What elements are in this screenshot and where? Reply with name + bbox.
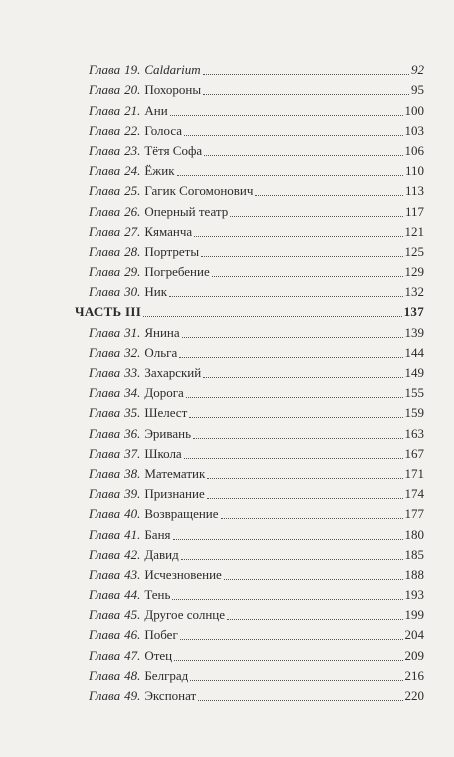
toc-entry [89, 138, 424, 158]
page-number: 193 [404, 587, 424, 603]
dot-leader [181, 559, 403, 560]
chapter-label [89, 486, 205, 501]
chapter-title: Кяманча [144, 223, 193, 239]
dot-leader [143, 316, 402, 317]
chapter-number: 46. [124, 627, 141, 643]
chapter-word: Глава [89, 546, 121, 562]
dot-leader [194, 236, 402, 237]
chapter-number: 25. [124, 183, 141, 199]
chapter-label [89, 527, 171, 542]
page-number: 117 [404, 203, 424, 219]
chapter-label [89, 103, 168, 118]
page-number: 121 [404, 223, 424, 239]
chapter-title: Ани [144, 102, 168, 118]
chapter-number: 19. [124, 62, 141, 78]
chapter-word: Глава [89, 647, 121, 663]
dot-leader [179, 357, 402, 358]
toc-entry [89, 360, 424, 380]
chapter-title: Побег [144, 627, 178, 643]
chapter-title: Баня [144, 526, 171, 542]
chapter-number: 26. [124, 203, 141, 219]
page-number: 174 [404, 486, 424, 502]
dot-leader [184, 458, 403, 459]
toc-entry [89, 198, 424, 218]
dot-leader [189, 417, 402, 418]
page-number: 159 [404, 405, 424, 421]
dot-leader [201, 256, 402, 257]
chapter-number: 41. [124, 526, 141, 542]
chapter-word: Глава [89, 223, 121, 239]
toc-entry [89, 420, 424, 440]
toc-entry [89, 97, 424, 117]
chapter-word: Глава [89, 526, 121, 542]
chapter-number: 32. [124, 344, 141, 360]
chapter-label [89, 688, 196, 703]
chapter-number: 24. [124, 163, 141, 179]
chapter-title: Отец [144, 647, 173, 663]
chapter-word: Глава [89, 122, 121, 138]
chapter-label [89, 82, 201, 97]
toc-entry [89, 481, 424, 501]
dot-leader [198, 700, 402, 701]
toc-entry [89, 340, 424, 360]
toc-entry [89, 219, 424, 239]
chapter-label [89, 345, 177, 360]
page-number: 209 [404, 647, 424, 663]
chapter-number: 29. [124, 264, 141, 280]
toc-entry [89, 259, 424, 279]
chapter-title: Ольга [144, 344, 178, 360]
page-number: 132 [404, 284, 424, 300]
chapter-number: 44. [124, 587, 141, 603]
chapter-label [89, 385, 184, 400]
chapter-number: 20. [124, 82, 141, 98]
chapter-word: Глава [89, 365, 121, 380]
chapter-word: Глава [89, 203, 121, 219]
toc-entry [89, 319, 424, 339]
chapter-title: Погребение [144, 264, 210, 280]
dot-leader [172, 599, 402, 600]
toc-entry [89, 279, 424, 299]
dot-leader [221, 518, 403, 519]
chapter-title: Ёжик [144, 163, 175, 179]
page-number: 95 [411, 82, 424, 98]
page-number: 113 [404, 183, 424, 199]
chapter-word: Глава [89, 324, 121, 340]
chapter-word: Глава [89, 667, 121, 683]
dot-leader [190, 680, 402, 681]
toc-entry [89, 441, 424, 461]
page-number: 220 [404, 688, 424, 703]
chapter-title: Дорога [144, 385, 184, 401]
dot-leader [184, 135, 402, 136]
dot-leader [204, 155, 402, 156]
chapter-label [89, 668, 188, 683]
chapter-label [89, 143, 202, 158]
page-number: 100 [404, 102, 424, 118]
dot-leader [227, 619, 403, 620]
chapter-label [89, 587, 170, 602]
page-number: 139 [404, 324, 424, 340]
chapter-label [89, 224, 192, 239]
toc-entry [89, 158, 424, 178]
toc-entry [89, 542, 424, 562]
chapter-word: Глава [89, 445, 121, 461]
chapter-label [89, 123, 182, 138]
page-number: 125 [404, 243, 424, 259]
page-number: 177 [404, 506, 424, 522]
dot-leader [203, 74, 409, 75]
chapter-label [89, 648, 172, 663]
chapter-number: 39. [124, 486, 141, 502]
toc-entry [89, 602, 424, 622]
page-number: 167 [404, 445, 424, 461]
chapter-label [89, 627, 178, 642]
chapter-title: Экспонат [144, 688, 197, 703]
toc-entry [89, 239, 424, 259]
chapter-label [89, 284, 167, 299]
dot-leader [186, 397, 403, 398]
toc-entry [89, 521, 424, 541]
chapter-label [89, 506, 219, 521]
chapter-word: Глава [89, 62, 121, 78]
chapter-number: 27. [124, 223, 141, 239]
dot-leader [182, 337, 403, 338]
chapter-title: Похороны [144, 82, 202, 98]
chapter-word: Глава [89, 425, 121, 441]
table-of-contents [0, 57, 454, 703]
dot-leader [177, 175, 403, 176]
chapter-word: Глава [89, 607, 121, 623]
chapter-word: Глава [89, 385, 121, 401]
chapter-title: Портреты [144, 243, 200, 259]
dot-leader [212, 276, 403, 277]
toc-entry [89, 57, 424, 77]
page-number: 103 [404, 122, 424, 138]
chapter-title: Оперный театр [144, 203, 229, 219]
chapter-word: Глава [89, 465, 121, 481]
chapter-label [89, 244, 199, 259]
toc-entry [89, 501, 424, 521]
dot-leader [207, 498, 403, 499]
page-number: 110 [404, 163, 424, 179]
chapter-number: 34. [124, 385, 141, 401]
toc-entry [89, 400, 424, 420]
chapter-number: 43. [124, 566, 141, 582]
chapter-word: Глава [89, 344, 121, 360]
chapter-number: 40. [124, 506, 141, 522]
chapter-number: 21. [124, 102, 141, 118]
page-number: 180 [404, 526, 424, 542]
toc-entry [89, 683, 424, 703]
chapter-label [89, 426, 191, 441]
chapter-number: 47. [124, 647, 141, 663]
chapter-word: Глава [89, 183, 121, 199]
chapter-word: Глава [89, 142, 121, 158]
chapter-label [89, 62, 201, 77]
chapter-title: Математик [144, 465, 206, 481]
dot-leader [230, 216, 403, 217]
chapter-number: 23. [124, 142, 141, 158]
chapter-word: Глава [89, 284, 121, 300]
page-number: 129 [404, 264, 424, 280]
chapter-title: Шелест [144, 405, 188, 421]
chapter-number: 22. [124, 122, 141, 138]
page-number: 92 [411, 62, 424, 78]
chapter-label [89, 325, 180, 340]
chapter-number: 48. [124, 667, 141, 683]
chapter-title: Захарский [144, 365, 202, 380]
chapter-number: 42. [124, 546, 141, 562]
toc-entry [89, 642, 424, 662]
chapter-title: Ник [144, 284, 168, 300]
chapter-title: Другое солнце [144, 607, 225, 623]
chapter-title: Тётя Софа [144, 142, 203, 158]
page-number: 163 [404, 425, 424, 441]
dot-leader [170, 115, 403, 116]
chapter-label [89, 264, 210, 279]
chapter-number: 49. [124, 688, 141, 703]
chapter-word: Глава [89, 405, 121, 421]
toc-entry [89, 461, 424, 481]
chapter-number: 33. [124, 365, 141, 380]
chapter-title: Эривань [144, 425, 192, 441]
chapter-number: 37. [124, 445, 141, 461]
dot-leader [207, 478, 402, 479]
toc-entry [89, 582, 424, 602]
dot-leader [224, 579, 403, 580]
page-number: 188 [404, 566, 424, 582]
chapter-label [89, 466, 205, 481]
chapter-title: Голоса [144, 122, 183, 138]
chapter-word: Глава [89, 163, 121, 179]
chapter-number: 45. [124, 607, 141, 623]
chapter-title: Исчезновение [144, 566, 222, 582]
chapter-label [89, 365, 201, 380]
chapter-title: Тень [144, 587, 171, 603]
chapter-number: 31. [124, 324, 141, 340]
chapter-title: Янина [144, 324, 180, 340]
dot-leader [174, 660, 402, 661]
page-number: 106 [404, 142, 424, 158]
page-number: 137 [403, 304, 424, 320]
chapter-title: Белград [144, 667, 189, 683]
dot-leader [180, 639, 403, 640]
chapter-word: Глава [89, 102, 121, 118]
toc-entry [89, 663, 424, 683]
chapter-word: Глава [89, 587, 121, 603]
chapter-word: Глава [89, 506, 121, 522]
toc-entry [89, 562, 424, 582]
dot-leader [169, 296, 402, 297]
chapter-number: 28. [124, 243, 141, 259]
dot-leader [203, 94, 409, 95]
chapter-label [89, 183, 253, 198]
toc-entry [89, 622, 424, 642]
chapter-label [89, 405, 187, 420]
page-number: 144 [404, 344, 424, 360]
chapter-label [89, 204, 228, 219]
dot-leader [255, 195, 403, 196]
page-number: 155 [404, 385, 424, 401]
page-number: 185 [404, 546, 424, 562]
toc-entry [89, 77, 424, 97]
chapter-title: Давид [144, 546, 179, 562]
chapter-word: Глава [89, 486, 121, 502]
toc-entry [89, 380, 424, 400]
dot-leader [193, 438, 402, 439]
chapter-number: 30. [124, 284, 141, 300]
chapter-word: Глава [89, 627, 121, 643]
toc-part-heading [75, 299, 424, 319]
chapter-title: Гагик Согомонович [144, 183, 254, 199]
chapter-title: Школа [144, 445, 182, 461]
chapter-number: 36. [124, 425, 141, 441]
chapter-title: Возвращение [144, 506, 219, 522]
chapter-label [89, 567, 222, 582]
chapter-label [89, 446, 182, 461]
dot-leader [203, 377, 402, 378]
chapter-word: Глава [89, 82, 121, 98]
chapter-word: Глава [89, 566, 121, 582]
page-number: 171 [404, 465, 424, 481]
page-number: 216 [404, 667, 424, 683]
toc-entry [89, 118, 424, 138]
toc-entry [89, 178, 424, 198]
part-title: ЧАСТЬ III [75, 304, 142, 320]
chapter-label [89, 163, 175, 178]
chapter-number: 38. [124, 465, 141, 481]
chapter-word: Глава [89, 264, 121, 280]
dot-leader [173, 539, 403, 540]
chapter-title: Признание [144, 486, 205, 502]
page-number: 199 [404, 607, 424, 623]
chapter-word: Глава [89, 243, 121, 259]
page-number: 149 [404, 365, 424, 380]
chapter-label [89, 607, 225, 622]
chapter-number: 35. [124, 405, 141, 421]
page-number: 204 [404, 627, 424, 643]
chapter-title: Caldarium [144, 62, 201, 78]
chapter-word: Глава [89, 688, 121, 703]
chapter-label [89, 547, 179, 562]
